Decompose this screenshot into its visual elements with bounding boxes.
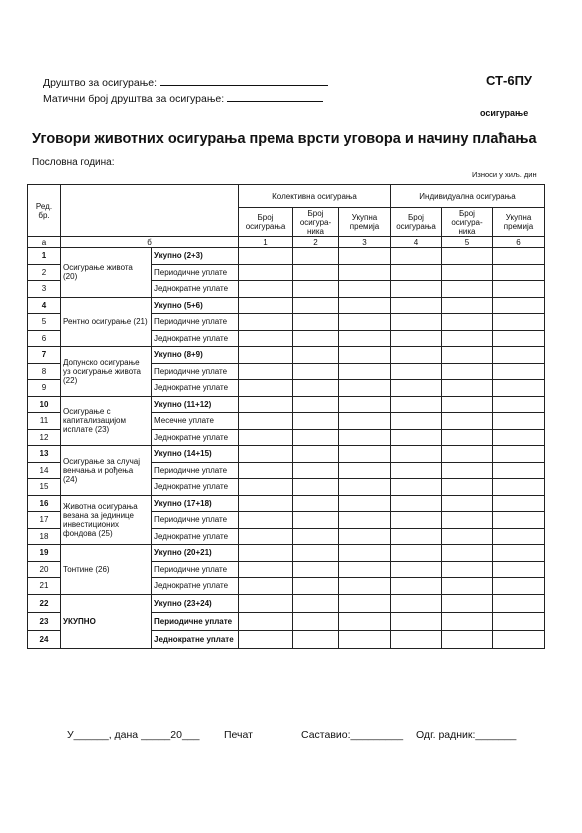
row-label: Једнократне уплате <box>152 578 239 595</box>
value-cell[interactable] <box>339 630 391 648</box>
value-cell[interactable] <box>442 462 493 479</box>
group-collective: Колективна осигурања <box>239 185 391 208</box>
value-cell[interactable] <box>493 495 545 512</box>
row-label: Укупно (2+3) <box>152 248 239 265</box>
value-cell[interactable] <box>442 281 493 298</box>
value-cell[interactable] <box>239 330 293 347</box>
value-cell[interactable] <box>239 545 293 562</box>
row-label: Једнократне уплате <box>152 380 239 397</box>
reg-field[interactable] <box>227 91 323 102</box>
value-cell[interactable] <box>391 462 442 479</box>
value-cell[interactable] <box>339 462 391 479</box>
value-cell[interactable] <box>442 594 493 612</box>
row-number: 2 <box>28 264 61 281</box>
value-cell[interactable] <box>493 297 545 314</box>
value-cell[interactable] <box>493 479 545 496</box>
row-label: Укупно (8+9) <box>152 347 239 364</box>
value-cell[interactable] <box>493 545 545 562</box>
value-cell[interactable] <box>239 594 293 612</box>
row-number: 24 <box>28 630 61 648</box>
value-cell[interactable] <box>442 495 493 512</box>
value-cell[interactable] <box>239 396 293 413</box>
value-cell[interactable] <box>293 612 339 630</box>
company-field[interactable] <box>160 75 328 86</box>
value-cell[interactable] <box>391 380 442 397</box>
value-cell[interactable] <box>339 578 391 595</box>
group-label: Допунско осигурање уз осигурање живота (22) <box>61 347 152 397</box>
row-number: 4 <box>28 297 61 314</box>
value-cell[interactable] <box>293 297 339 314</box>
row-number: 21 <box>28 578 61 595</box>
value-cell[interactable] <box>493 281 545 298</box>
value-cell[interactable] <box>493 594 545 612</box>
value-cell[interactable] <box>391 446 442 463</box>
value-cell[interactable] <box>339 248 391 265</box>
value-cell[interactable] <box>391 429 442 446</box>
value-cell[interactable] <box>391 479 442 496</box>
value-cell[interactable] <box>442 446 493 463</box>
row-number: 9 <box>28 380 61 397</box>
value-cell[interactable] <box>293 380 339 397</box>
value-cell[interactable] <box>339 429 391 446</box>
value-cell[interactable] <box>391 630 442 648</box>
col-num-2: 2 <box>293 237 339 248</box>
row-number: 14 <box>28 462 61 479</box>
value-cell[interactable] <box>293 630 339 648</box>
group-label: Осигурање живота (20) <box>61 248 152 298</box>
value-cell[interactable] <box>239 630 293 648</box>
row-number: 5 <box>28 314 61 331</box>
group-label: Животна осигурања везана за јединице инвестиционих фондова (25) <box>61 495 152 545</box>
value-cell[interactable] <box>339 297 391 314</box>
value-cell[interactable] <box>391 413 442 430</box>
row-label: Укупно (17+18) <box>152 495 239 512</box>
table-row <box>28 545 545 562</box>
reg-label: Матични број друштва за осигурање: <box>43 93 225 105</box>
row-label: Једнократне уплате <box>152 630 239 648</box>
row-label: Периодичне уплате <box>152 512 239 529</box>
value-cell[interactable] <box>442 297 493 314</box>
value-cell[interactable] <box>493 612 545 630</box>
value-cell[interactable] <box>493 248 545 265</box>
value-cell[interactable] <box>339 413 391 430</box>
value-cell[interactable] <box>239 297 293 314</box>
value-cell[interactable] <box>493 446 545 463</box>
value-cell[interactable] <box>339 612 391 630</box>
value-cell[interactable] <box>442 630 493 648</box>
value-cell[interactable] <box>239 528 293 545</box>
row-number: 18 <box>28 528 61 545</box>
value-cell[interactable] <box>391 347 442 364</box>
value-cell[interactable] <box>391 495 442 512</box>
value-cell[interactable] <box>239 363 293 380</box>
value-cell[interactable] <box>442 264 493 281</box>
value-cell[interactable] <box>293 594 339 612</box>
company-label: Друштво за осигурање: <box>43 77 157 89</box>
value-cell[interactable] <box>442 429 493 446</box>
table-row <box>28 446 545 463</box>
value-cell[interactable] <box>239 281 293 298</box>
value-cell[interactable] <box>391 248 442 265</box>
value-cell[interactable] <box>391 281 442 298</box>
table-row <box>28 347 545 364</box>
value-cell[interactable] <box>493 512 545 529</box>
col-num-3: 3 <box>339 237 391 248</box>
col-num-4: 4 <box>391 237 442 248</box>
row-label: Укупно (5+6) <box>152 297 239 314</box>
value-cell[interactable] <box>239 446 293 463</box>
group-label: Тонтине (26) <box>61 545 152 595</box>
business-year-label: Пословна година: <box>32 157 115 168</box>
value-cell[interactable] <box>293 446 339 463</box>
company-line <box>43 75 328 89</box>
row-number: 19 <box>28 545 61 562</box>
value-cell[interactable] <box>493 314 545 331</box>
row-number: 13 <box>28 446 61 463</box>
value-cell[interactable] <box>493 264 545 281</box>
row-label: Периодичне уплате <box>152 314 239 331</box>
value-cell[interactable] <box>293 330 339 347</box>
value-cell[interactable] <box>293 363 339 380</box>
group-label: Рентно осигурање (21) <box>61 297 152 347</box>
value-cell[interactable] <box>391 594 442 612</box>
value-cell[interactable] <box>239 413 293 430</box>
value-cell[interactable] <box>442 314 493 331</box>
value-cell[interactable] <box>391 545 442 562</box>
row-number: 11 <box>28 413 61 430</box>
value-cell[interactable] <box>239 495 293 512</box>
value-cell[interactable] <box>493 330 545 347</box>
col-individual-contracts: Број осигурања <box>391 208 442 237</box>
col-individual-insured: Број осигура-ника <box>442 208 493 237</box>
value-cell[interactable] <box>391 396 442 413</box>
footer-prepared: Саставио:_________ <box>301 729 404 741</box>
value-cell[interactable] <box>339 363 391 380</box>
value-cell[interactable] <box>493 413 545 430</box>
value-cell[interactable] <box>239 612 293 630</box>
value-cell[interactable] <box>339 561 391 578</box>
value-cell[interactable] <box>442 380 493 397</box>
row-number: 1 <box>28 248 61 265</box>
row-number: 3 <box>28 281 61 298</box>
value-cell[interactable] <box>293 561 339 578</box>
value-cell[interactable] <box>239 264 293 281</box>
row-number: 7 <box>28 347 61 364</box>
table-row <box>28 248 545 265</box>
value-cell[interactable] <box>339 594 391 612</box>
value-cell[interactable] <box>293 479 339 496</box>
row-number: 23 <box>28 612 61 630</box>
row-label: Укупно (20+21) <box>152 545 239 562</box>
group-label: Осигурање за случај венчања и рођења (24) <box>61 446 152 496</box>
value-cell[interactable] <box>239 561 293 578</box>
row-label: Месечне уплате <box>152 413 239 430</box>
table-row <box>28 297 545 314</box>
value-cell[interactable] <box>239 512 293 529</box>
row-label: Једнократне уплате <box>152 429 239 446</box>
value-cell[interactable] <box>339 347 391 364</box>
group-individual: Индивидуална осигурања <box>391 185 545 208</box>
row-number: 12 <box>28 429 61 446</box>
value-cell[interactable] <box>239 429 293 446</box>
value-cell[interactable] <box>442 561 493 578</box>
value-cell[interactable] <box>293 462 339 479</box>
value-cell[interactable] <box>239 462 293 479</box>
value-cell[interactable] <box>239 380 293 397</box>
value-cell[interactable] <box>442 528 493 545</box>
report-table <box>27 184 545 649</box>
value-cell[interactable] <box>493 578 545 595</box>
value-cell[interactable] <box>293 347 339 364</box>
row-label: Укупно (23+24) <box>152 594 239 612</box>
value-cell[interactable] <box>293 281 339 298</box>
value-cell[interactable] <box>391 363 442 380</box>
value-cell[interactable] <box>339 495 391 512</box>
col-collective-premium: Укупна премија <box>339 208 391 237</box>
value-cell[interactable] <box>293 429 339 446</box>
value-cell[interactable] <box>339 512 391 529</box>
value-cell[interactable] <box>293 413 339 430</box>
value-cell[interactable] <box>442 330 493 347</box>
row-label: Периодичне уплате <box>152 264 239 281</box>
table-row <box>28 396 545 413</box>
value-cell[interactable] <box>293 314 339 331</box>
row-label: Једнократне уплате <box>152 281 239 298</box>
col-description <box>61 185 239 237</box>
value-cell[interactable] <box>391 612 442 630</box>
value-cell[interactable] <box>293 248 339 265</box>
row-label: Једнократне уплате <box>152 528 239 545</box>
row-number: 16 <box>28 495 61 512</box>
value-cell[interactable] <box>391 561 442 578</box>
row-label: Периодичне уплате <box>152 561 239 578</box>
value-cell[interactable] <box>293 264 339 281</box>
insurance-sub-label: осигурање <box>480 108 529 118</box>
row-number: 15 <box>28 479 61 496</box>
value-cell[interactable] <box>293 512 339 529</box>
col-num-a: а <box>28 237 61 248</box>
value-cell[interactable] <box>442 612 493 630</box>
value-cell[interactable] <box>493 363 545 380</box>
value-cell[interactable] <box>239 479 293 496</box>
value-cell[interactable] <box>293 396 339 413</box>
footer-stamp: Печат <box>224 729 253 741</box>
col-num-b: б <box>61 237 239 248</box>
col-collective-contracts: Број осигурања <box>239 208 293 237</box>
col-num-6: 6 <box>493 237 545 248</box>
value-cell[interactable] <box>442 248 493 265</box>
value-cell[interactable] <box>293 545 339 562</box>
value-cell[interactable] <box>442 347 493 364</box>
value-cell[interactable] <box>339 314 391 331</box>
value-cell[interactable] <box>239 578 293 595</box>
table-row <box>28 495 545 512</box>
value-cell[interactable] <box>391 314 442 331</box>
row-number: 6 <box>28 330 61 347</box>
reg-line <box>43 91 323 105</box>
value-cell[interactable] <box>239 347 293 364</box>
group-label: УКУПНО <box>61 594 152 648</box>
row-number: 20 <box>28 561 61 578</box>
row-label: Периодичне уплате <box>152 462 239 479</box>
col-num-5: 5 <box>442 237 493 248</box>
value-cell[interactable] <box>442 363 493 380</box>
value-cell[interactable] <box>442 396 493 413</box>
value-cell[interactable] <box>391 264 442 281</box>
value-cell[interactable] <box>339 528 391 545</box>
row-number: 8 <box>28 363 61 380</box>
value-cell[interactable] <box>339 479 391 496</box>
table-row <box>28 594 545 612</box>
col-redbr: Ред. бр. <box>28 185 61 237</box>
value-cell[interactable] <box>493 528 545 545</box>
value-cell[interactable] <box>493 630 545 648</box>
value-cell[interactable] <box>493 380 545 397</box>
value-cell[interactable] <box>391 512 442 529</box>
value-cell[interactable] <box>293 528 339 545</box>
row-label: Периодичне уплате <box>152 612 239 630</box>
row-label: Једнократне уплате <box>152 479 239 496</box>
value-cell[interactable] <box>293 495 339 512</box>
row-label: Укупно (11+12) <box>152 396 239 413</box>
value-cell[interactable] <box>391 330 442 347</box>
value-cell[interactable] <box>391 297 442 314</box>
value-cell[interactable] <box>339 380 391 397</box>
value-cell[interactable] <box>493 462 545 479</box>
row-number: 10 <box>28 396 61 413</box>
value-cell[interactable] <box>339 396 391 413</box>
value-cell[interactable] <box>493 429 545 446</box>
col-individual-premium: Укупна премија <box>493 208 545 237</box>
value-cell[interactable] <box>493 347 545 364</box>
footer-place-date: У______, дана _____20___ <box>67 729 200 741</box>
group-label: Осигурање с капитализацијом исплате (23) <box>61 396 152 446</box>
value-cell[interactable] <box>339 264 391 281</box>
form-code: СТ-6ПУ <box>486 73 532 88</box>
page-title: Уговори животних осигурања према врсти уговора и начину плаћања <box>32 131 537 147</box>
row-label: Периодичне уплате <box>152 363 239 380</box>
footer-officer: Одг. радник:_______ <box>416 729 517 741</box>
col-num-1: 1 <box>239 237 293 248</box>
row-number: 17 <box>28 512 61 529</box>
value-cell[interactable] <box>442 545 493 562</box>
row-label: Једнократне уплате <box>152 330 239 347</box>
col-collective-insured: Број осигура-ника <box>293 208 339 237</box>
value-cell[interactable] <box>442 578 493 595</box>
amounts-note: Износи у хиљ. дин <box>472 170 537 179</box>
value-cell[interactable] <box>293 578 339 595</box>
value-cell[interactable] <box>339 446 391 463</box>
value-cell[interactable] <box>239 314 293 331</box>
value-cell[interactable] <box>493 396 545 413</box>
value-cell[interactable] <box>493 561 545 578</box>
value-cell[interactable] <box>239 248 293 265</box>
value-cell[interactable] <box>442 512 493 529</box>
value-cell[interactable] <box>442 479 493 496</box>
value-cell[interactable] <box>442 413 493 430</box>
value-cell[interactable] <box>391 528 442 545</box>
value-cell[interactable] <box>391 578 442 595</box>
row-label: Укупно (14+15) <box>152 446 239 463</box>
value-cell[interactable] <box>339 330 391 347</box>
value-cell[interactable] <box>339 281 391 298</box>
row-number: 22 <box>28 594 61 612</box>
value-cell[interactable] <box>339 545 391 562</box>
